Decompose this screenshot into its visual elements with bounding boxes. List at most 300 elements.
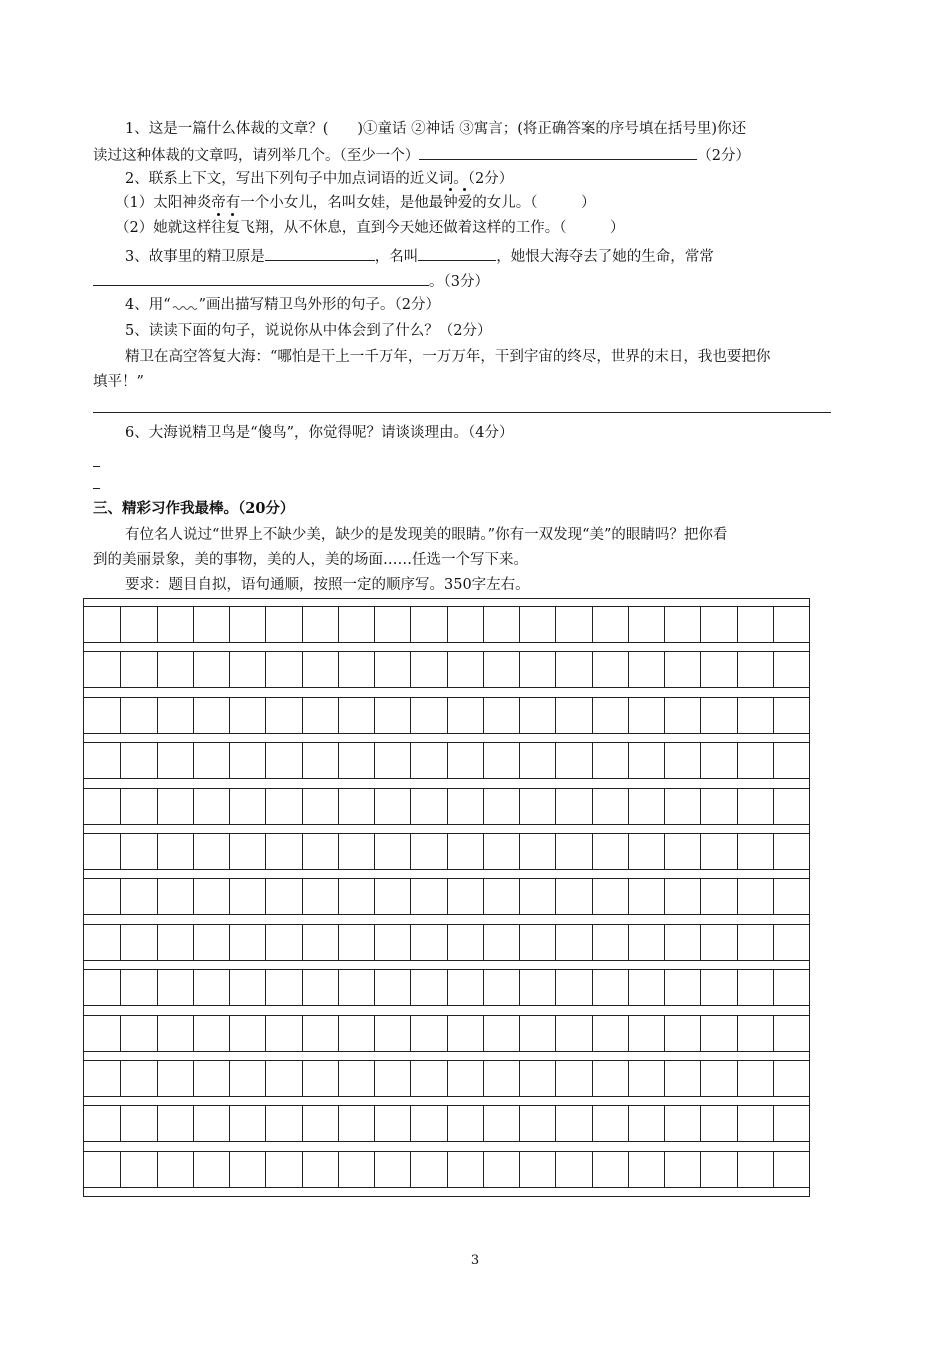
grid-cell[interactable] [84,743,120,778]
grid-cell[interactable] [229,925,265,960]
grid-cell[interactable] [374,1016,410,1051]
q3-text-b: ，名叫 [374,249,419,265]
grid-cell[interactable] [555,743,591,778]
grid-cell[interactable] [773,789,809,824]
grid-cell[interactable] [410,1152,446,1187]
grid-cell[interactable] [664,970,700,1005]
grid-cell[interactable] [84,1016,120,1051]
grid-cell[interactable] [120,970,156,1005]
grid-cell[interactable] [193,879,229,914]
grid-cell[interactable] [773,1016,809,1051]
q3-text-c: ，她恨大海夺去了她的生命，常常 [496,249,714,265]
grid-cell[interactable] [555,925,591,960]
q2-s1-dotted-char-1: 钟 [443,195,458,211]
grid-cell[interactable] [483,698,519,733]
grid-cell[interactable] [700,1106,736,1141]
grid-cell[interactable] [555,698,591,733]
grid-cell[interactable] [374,879,410,914]
grid-cell[interactable] [628,1061,664,1096]
grid-cell[interactable] [157,1152,193,1187]
grid-cell[interactable] [700,743,736,778]
grid-cell[interactable] [338,925,374,960]
grid-cell[interactable] [84,1061,120,1096]
grid-cell[interactable] [519,698,555,733]
grid-cell[interactable] [120,789,156,824]
section3-requirements: 要求：题目自拟，语句通顺，按照一定的顺序写。350字左右。 [125,577,530,593]
grid-cell[interactable] [265,834,301,869]
q1-answer-blank[interactable] [419,145,697,160]
grid-cell[interactable] [737,652,773,687]
grid-cell[interactable] [664,879,700,914]
q5-quote-line2: 填平！” [93,374,144,390]
grid-cell[interactable] [410,698,446,733]
grid-cell[interactable] [483,925,519,960]
grid-cell[interactable] [157,970,193,1005]
grid-cell[interactable] [265,652,301,687]
grid-cell[interactable] [302,970,338,1005]
grid-cell[interactable] [737,1061,773,1096]
grid-cell[interactable] [737,698,773,733]
grid-cell[interactable] [193,789,229,824]
grid-cell[interactable] [374,652,410,687]
grid-cell[interactable] [374,970,410,1005]
grid-cell[interactable] [737,1152,773,1187]
grid-cell[interactable] [773,879,809,914]
grid-cell[interactable] [229,1152,265,1187]
grid-cell[interactable] [483,834,519,869]
grid-cell[interactable] [700,834,736,869]
grid-row [84,788,809,825]
grid-cell[interactable] [737,1106,773,1141]
grid-cell[interactable] [592,1016,628,1051]
grid-cell[interactable] [592,834,628,869]
grid-row [84,742,809,779]
grid-cell[interactable] [700,925,736,960]
grid-cell[interactable] [700,652,736,687]
grid-cell[interactable] [84,652,120,687]
grid-cell[interactable] [120,834,156,869]
grid-row [84,1015,809,1052]
page-number: 3 [470,1253,480,1268]
grid-cell[interactable] [157,1061,193,1096]
q2-s1-text-after: 的女儿。（ ） [472,195,596,211]
grid-row [84,1105,809,1142]
grid-cell[interactable] [374,1152,410,1187]
grid-cell[interactable] [592,1152,628,1187]
grid-cell[interactable] [737,879,773,914]
grid-cell[interactable] [664,925,700,960]
grid-cell[interactable] [773,1061,809,1096]
grid-cell[interactable] [628,698,664,733]
grid-cell[interactable] [555,879,591,914]
grid-cell[interactable] [555,607,591,642]
grid-cell[interactable] [338,607,374,642]
grid-cell[interactable] [338,789,374,824]
q1-line2-text: 读过这种体裁的文章吗，请列举几个。（至少一个） [93,148,420,164]
grid-cell[interactable] [410,834,446,869]
grid-cell[interactable] [374,834,410,869]
grid-cell[interactable] [483,1016,519,1051]
grid-cell[interactable] [447,652,483,687]
grid-cell[interactable] [157,789,193,824]
grid-cell[interactable] [628,607,664,642]
grid-cell[interactable] [410,1016,446,1051]
grid-cell[interactable] [447,743,483,778]
section3-paragraph-line2: 到的美丽景象，美的事物，美的人，美的场面……任选一个写下来。 [93,552,528,568]
grid-cell[interactable] [592,607,628,642]
grid-row [84,1151,809,1188]
grid-cell[interactable] [229,834,265,869]
grid-cell[interactable] [700,1061,736,1096]
grid-cell[interactable] [193,1061,229,1096]
grid-cell[interactable] [664,789,700,824]
grid-cell[interactable] [120,1061,156,1096]
grid-cell[interactable] [302,607,338,642]
q5-title: 5、读读下面的句子，说说你从中体会到了什么？（2分） [125,323,492,339]
grid-cell[interactable] [193,1152,229,1187]
q2-s2-dotted-char-2: 复 [225,220,241,236]
q3-blank-origin[interactable] [265,246,375,261]
grid-cell[interactable] [447,1106,483,1141]
q3-blank-name[interactable] [418,246,496,261]
grid-cell[interactable] [519,743,555,778]
q1-score: （2分） [697,148,750,164]
grid-cell[interactable] [84,925,120,960]
grid-cell[interactable] [592,1106,628,1141]
grid-row [84,606,809,643]
grid-cell[interactable] [229,1016,265,1051]
grid-cell[interactable] [157,1106,193,1141]
grid-cell[interactable] [410,879,446,914]
section3-paragraph-line1: 有位名人说过“世界上不缺少美，缺少的是发现美的眼睛。”你有一双发现“美”的眼睛吗？把你看 [125,527,728,543]
grid-cell[interactable] [700,698,736,733]
grid-cell[interactable] [519,879,555,914]
grid-cell[interactable] [302,834,338,869]
grid-cell[interactable] [265,1016,301,1051]
q3-line2 [93,271,489,291]
grid-cell[interactable] [374,607,410,642]
grid-cell[interactable] [302,1152,338,1187]
grid-cell[interactable] [374,789,410,824]
grid-cell[interactable] [193,1016,229,1051]
grid-cell[interactable] [664,834,700,869]
grid-cell[interactable] [338,1106,374,1141]
grid-cell[interactable] [592,879,628,914]
grid-cell[interactable] [410,970,446,1005]
grid-cell[interactable] [229,970,265,1005]
grid-cell[interactable] [157,1016,193,1051]
grid-cell[interactable] [410,1106,446,1141]
grid-cell[interactable] [374,743,410,778]
grid-cell[interactable] [592,789,628,824]
grid-cell[interactable] [193,698,229,733]
grid-cell[interactable] [447,1152,483,1187]
grid-cell[interactable] [483,970,519,1005]
grid-cell[interactable] [84,607,120,642]
grid-cell[interactable] [229,879,265,914]
grid-cell[interactable] [193,834,229,869]
grid-cell[interactable] [84,698,120,733]
grid-cell[interactable] [120,1152,156,1187]
grid-cell[interactable] [700,970,736,1005]
grid-cell[interactable] [519,1061,555,1096]
grid-cell[interactable] [229,607,265,642]
grid-cell[interactable] [229,698,265,733]
grid-cell[interactable] [592,925,628,960]
grid-row [84,878,809,915]
grid-cell[interactable] [229,1106,265,1141]
grid-cell[interactable] [628,789,664,824]
grid-cell[interactable] [773,970,809,1005]
grid-cell[interactable] [628,1106,664,1141]
grid-cell[interactable] [338,652,374,687]
grid-cell[interactable] [229,789,265,824]
grid-cell[interactable] [737,743,773,778]
grid-cell[interactable] [628,834,664,869]
grid-cell[interactable] [519,789,555,824]
grid-cell[interactable] [193,607,229,642]
grid-cell[interactable] [410,1061,446,1096]
grid-cell[interactable] [338,1016,374,1051]
grid-cell[interactable] [265,607,301,642]
grid-cell[interactable] [628,879,664,914]
grid-cell[interactable] [265,970,301,1005]
grid-cell[interactable] [773,652,809,687]
grid-cell[interactable] [628,925,664,960]
grid-cell[interactable] [374,1061,410,1096]
grid-cell[interactable] [519,607,555,642]
grid-cell[interactable] [120,698,156,733]
grid-cell[interactable] [737,970,773,1005]
grid-cell[interactable] [302,1016,338,1051]
grid-cell[interactable] [302,698,338,733]
grid-cell[interactable] [737,607,773,642]
grid-cell[interactable] [664,1106,700,1141]
grid-cell[interactable] [773,607,809,642]
q2-sentence-1 [115,194,595,212]
grid-cell[interactable] [120,925,156,960]
grid-cell[interactable] [700,879,736,914]
grid-cell[interactable] [447,970,483,1005]
grid-cell[interactable] [555,789,591,824]
q2-title: 2、联系上下文，写出下列句子中加点词语的近义词。（2分） [125,171,514,187]
grid-cell[interactable] [374,925,410,960]
grid-cell[interactable] [265,1106,301,1141]
grid-cell[interactable] [157,698,193,733]
grid-cell[interactable] [410,607,446,642]
grid-cell[interactable] [483,607,519,642]
grid-cell[interactable] [519,1152,555,1187]
grid-cell[interactable] [737,925,773,960]
q1-line1: 1、这是一篇什么体裁的文章？( )①童话 ②神话 ③寓言；(将正确答案的序号填在括号里)你还 [125,121,747,137]
grid-cell[interactable] [302,652,338,687]
q4-text-a: 4、用“ [125,297,171,313]
q6-answer-line-1[interactable] [93,466,100,467]
grid-cell[interactable] [265,1061,301,1096]
grid-cell[interactable] [664,607,700,642]
grid-cell[interactable] [265,1152,301,1187]
grid-cell[interactable] [120,743,156,778]
grid-cell[interactable] [447,1016,483,1051]
grid-cell[interactable] [265,925,301,960]
grid-cell[interactable] [265,743,301,778]
grid-cell[interactable] [338,1061,374,1096]
grid-cell[interactable] [120,1016,156,1051]
grid-cell[interactable] [410,789,446,824]
grid-cell[interactable] [664,743,700,778]
grid-cell[interactable] [374,1106,410,1141]
grid-cell[interactable] [84,789,120,824]
grid-cell[interactable] [555,1016,591,1051]
q3-blank-action[interactable] [93,271,429,286]
grid-row [84,1060,809,1097]
grid-cell[interactable] [664,1016,700,1051]
grid-cell[interactable] [592,652,628,687]
grid-cell[interactable] [265,698,301,733]
grid-cell[interactable] [628,970,664,1005]
grid-cell[interactable] [193,743,229,778]
grid-cell[interactable] [265,789,301,824]
grid-cell[interactable] [338,1152,374,1187]
grid-cell[interactable] [664,698,700,733]
grid-row [84,969,809,1006]
composition-writing-grid[interactable] [83,598,810,1197]
grid-row [84,924,809,961]
q2-s1-dotted-char-2: 爱 [457,195,473,211]
grid-cell[interactable] [628,1152,664,1187]
grid-cell[interactable] [519,834,555,869]
grid-cell[interactable] [773,743,809,778]
grid-cell[interactable] [700,1016,736,1051]
grid-cell[interactable] [700,789,736,824]
grid-cell[interactable] [592,1061,628,1096]
grid-cell[interactable] [157,834,193,869]
grid-cell[interactable] [447,879,483,914]
grid-cell[interactable] [157,743,193,778]
grid-cell[interactable] [193,970,229,1005]
grid-cell[interactable] [84,1152,120,1187]
grid-cell[interactable] [773,834,809,869]
grid-cell[interactable] [483,789,519,824]
grid-cell[interactable] [338,743,374,778]
grid-cell[interactable] [555,1152,591,1187]
grid-cell[interactable] [700,1152,736,1187]
grid-cell[interactable] [664,1061,700,1096]
q2-s2-text-after: 飞翔，从不休息，直到今天她还做着这样的工作。（ ） [240,220,625,236]
grid-cell[interactable] [229,743,265,778]
grid-cell[interactable] [483,1061,519,1096]
grid-cell[interactable] [555,652,591,687]
grid-cell[interactable] [338,698,374,733]
grid-cell[interactable] [120,607,156,642]
grid-cell[interactable] [84,834,120,869]
grid-cell[interactable] [555,970,591,1005]
grid-cell[interactable] [519,925,555,960]
grid-cell[interactable] [302,925,338,960]
grid-cell[interactable] [447,834,483,869]
grid-cell[interactable] [193,652,229,687]
grid-cell[interactable] [737,789,773,824]
grid-cell[interactable] [229,1061,265,1096]
grid-cell[interactable] [84,1106,120,1141]
grid-cell[interactable] [773,925,809,960]
q2-s1-text-before: （1）太阳神炎帝有一个小女儿，名叫女娃，是他最 [115,195,444,211]
q6-answer-line-2[interactable] [93,488,100,489]
grid-cell[interactable] [120,1106,156,1141]
grid-cell[interactable] [229,652,265,687]
grid-cell[interactable] [664,652,700,687]
grid-cell[interactable] [193,925,229,960]
grid-cell[interactable] [338,970,374,1005]
grid-cell[interactable] [374,698,410,733]
grid-cell[interactable] [410,652,446,687]
grid-cell[interactable] [193,1106,229,1141]
grid-cell[interactable] [447,1061,483,1096]
grid-cell[interactable] [447,607,483,642]
grid-cell[interactable] [555,1106,591,1141]
grid-cell[interactable] [84,970,120,1005]
grid-cell[interactable] [157,652,193,687]
grid-cell[interactable] [265,879,301,914]
grid-cell[interactable] [592,970,628,1005]
grid-cell[interactable] [773,1106,809,1141]
grid-cell[interactable] [157,607,193,642]
grid-cell[interactable] [592,743,628,778]
grid-cell[interactable] [519,652,555,687]
grid-cell[interactable] [737,834,773,869]
grid-cell[interactable] [628,1016,664,1051]
grid-cell[interactable] [628,652,664,687]
grid-cell[interactable] [555,1061,591,1096]
grid-cell[interactable] [773,1152,809,1187]
grid-cell[interactable] [447,789,483,824]
grid-cell[interactable] [410,925,446,960]
grid-cell[interactable] [483,1152,519,1187]
grid-cell[interactable] [338,834,374,869]
grid-cell[interactable] [447,698,483,733]
grid-cell[interactable] [157,879,193,914]
grid-cell[interactable] [302,879,338,914]
grid-cell[interactable] [555,834,591,869]
grid-cell[interactable] [338,879,374,914]
grid-cell[interactable] [773,698,809,733]
grid-cell[interactable] [302,1106,338,1141]
grid-cell[interactable] [483,743,519,778]
grid-cell[interactable] [302,743,338,778]
grid-cell[interactable] [664,1152,700,1187]
grid-cell[interactable] [410,743,446,778]
grid-cell[interactable] [483,652,519,687]
grid-cell[interactable] [592,698,628,733]
grid-cell[interactable] [737,1016,773,1051]
grid-cell[interactable] [447,925,483,960]
grid-cell[interactable] [519,1016,555,1051]
q5-answer-line[interactable] [93,412,831,413]
grid-cell[interactable] [519,1106,555,1141]
q6-title: 6、大海说精卫鸟是“傻鸟”，你觉得呢？请谈谈理由。（4分） [125,425,514,441]
grid-cell[interactable] [700,607,736,642]
grid-cell[interactable] [628,743,664,778]
grid-cell[interactable] [157,925,193,960]
grid-cell[interactable] [120,652,156,687]
grid-cell[interactable] [120,879,156,914]
grid-cell[interactable] [302,1061,338,1096]
grid-cell[interactable] [483,879,519,914]
grid-cell[interactable] [519,970,555,1005]
grid-cell[interactable] [483,1106,519,1141]
grid-cell[interactable] [84,879,120,914]
grid-cell[interactable] [302,789,338,824]
